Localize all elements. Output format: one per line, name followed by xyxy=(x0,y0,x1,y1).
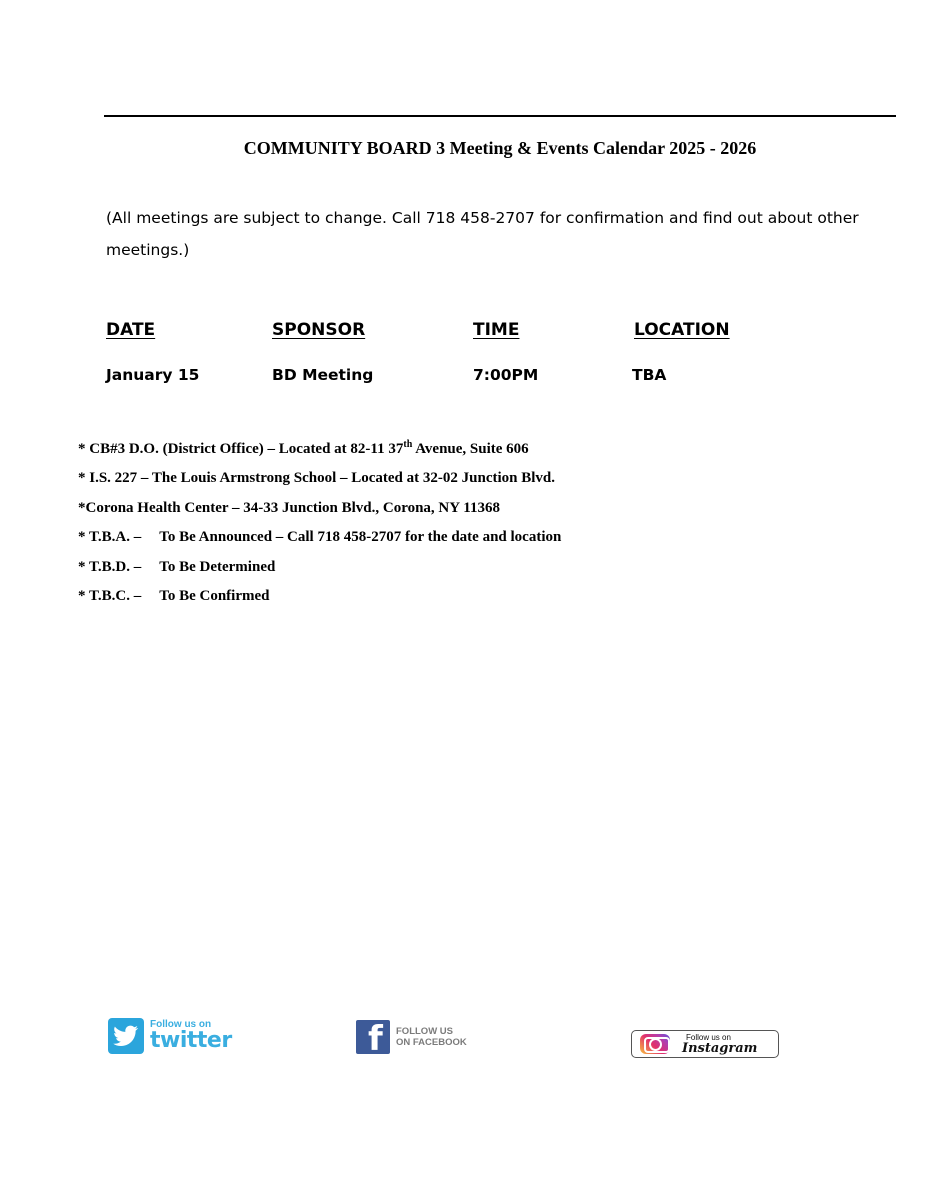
instagram-wordmark: Instagram xyxy=(682,1040,758,1056)
twitter-wordmark: twitter xyxy=(150,1028,232,1053)
header-rule xyxy=(104,115,896,117)
disclaimer-note: (All meetings are subject to change. Call 718 458-2707 for confirmation and find out about other meetings.) xyxy=(106,209,859,259)
instagram-follow-badge[interactable] xyxy=(631,1030,779,1058)
row-date: January 15 xyxy=(106,366,200,384)
twitter-follow-badge[interactable] xyxy=(108,1018,232,1054)
header-time: TIME xyxy=(473,320,520,340)
legend-is227: * I.S. 227 – The Louis Armstrong School – Located at 32-02 Junction Blvd. xyxy=(78,470,556,487)
header-sponsor: SPONSOR xyxy=(272,320,366,340)
facebook-follow-line1: FOLLOW US xyxy=(396,1026,453,1037)
row-sponsor: BD Meeting xyxy=(272,366,374,384)
instagram-follow-label: Follow us on xyxy=(686,1032,731,1042)
row-location: TBA xyxy=(632,366,667,384)
instagram-camera-icon xyxy=(640,1034,670,1054)
twitter-follow-label: Follow us on xyxy=(150,1019,212,1030)
legend-corona-health: *Corona Health Center – 34-33 Junction Blvd., Corona, NY 11368 xyxy=(78,499,500,516)
facebook-f-icon: f xyxy=(356,1020,390,1054)
page-title: COMMUNITY BOARD 3 Meeting & Events Calendar 2025 - 2026 xyxy=(243,138,757,158)
row-time: 7:00PM xyxy=(473,366,539,384)
facebook-follow-line2: ON FACEBOOK xyxy=(396,1037,467,1048)
legend-district-office: * CB#3 D.O. (District Office) – Located at 82-11 37th Avenue, Suite 606 xyxy=(78,439,529,457)
legend-tbd: * T.B.D. – To Be Determined xyxy=(78,558,276,575)
twitter-bird-icon xyxy=(108,1018,144,1054)
legend xyxy=(78,441,561,617)
legend-tba: * T.B.A. – To Be Announced – Call 718 458-2707 for the date and location xyxy=(78,529,562,546)
legend-tbc: * T.B.C. – To Be Confirmed xyxy=(78,587,270,604)
facebook-follow-badge[interactable] xyxy=(356,1020,467,1054)
header-location: LOCATION xyxy=(634,320,730,340)
header-date: DATE xyxy=(106,320,156,340)
